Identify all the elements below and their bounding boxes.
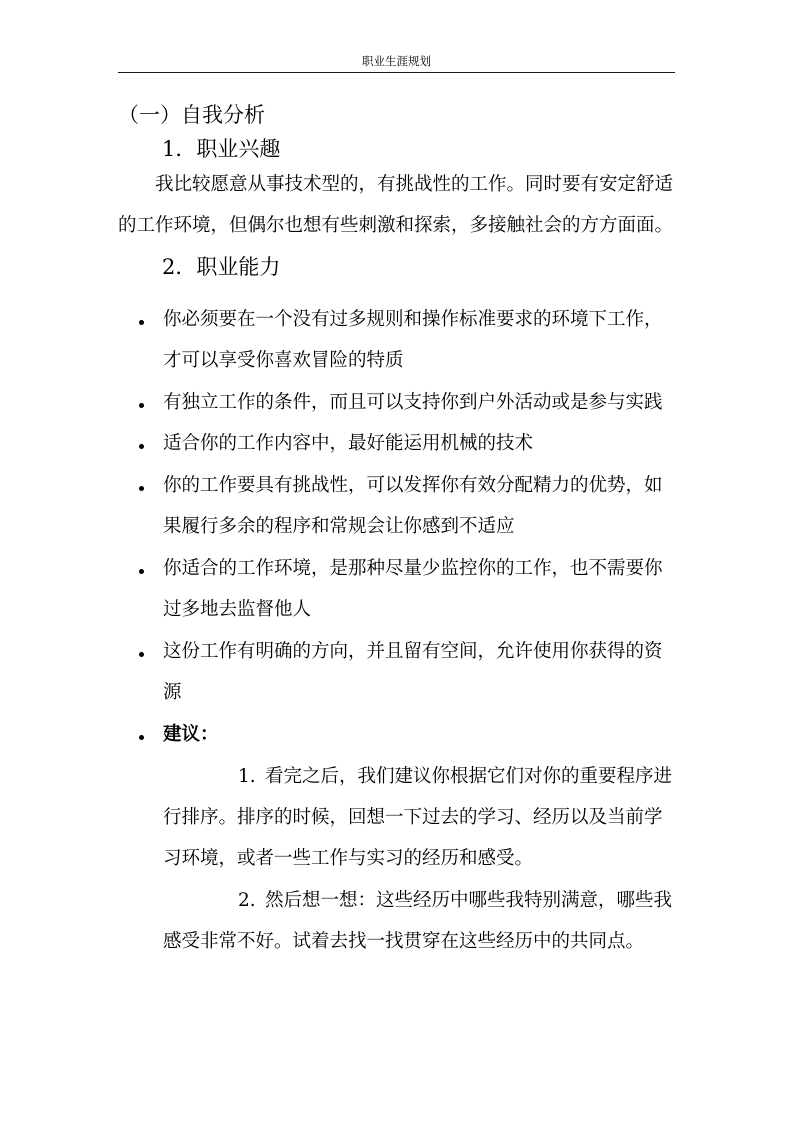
advice-line: 感受非常不好。试着去找一找贯穿在这些经历中的共同点。 bbox=[163, 931, 645, 952]
bullet-line: 源 bbox=[163, 682, 182, 703]
section-title: （一）自我分析 bbox=[118, 102, 265, 127]
bullet-line: 有独立工作的条件，而且可以支持你到户外活动或是参与实践 bbox=[163, 392, 663, 413]
header-title: 职业生涯规划 bbox=[362, 54, 431, 68]
advice-line: 习环境，或者一些工作与实习的经历和感受。 bbox=[163, 848, 534, 869]
bullet-dot-icon bbox=[139, 569, 144, 574]
paragraph-line: 我比较愿意从事技术型的，有挑战性的工作。同时要有安定舒适 bbox=[155, 174, 674, 195]
advice-label: 建议： bbox=[163, 724, 219, 745]
advice-number: 1. bbox=[238, 766, 256, 787]
bullet-dot-icon bbox=[139, 735, 144, 740]
bullet-line: 才可以享受你喜欢冒险的特质 bbox=[163, 350, 404, 371]
bullet-dot-icon bbox=[139, 403, 144, 408]
bullet-line: 这份工作有明确的方向，并且留有空间，允许使用你获得的资 bbox=[163, 641, 663, 662]
bullet-line: 果履行多余的程序和常规会让你感到不适应 bbox=[163, 516, 515, 537]
advice-line: 看完之后，我们建议你根据它们对你的重要程序进 bbox=[265, 766, 673, 787]
career-interest-heading: 1．职业兴趣 bbox=[162, 136, 281, 161]
bullet-dot-icon bbox=[139, 486, 144, 491]
bullet-line: 你必须要在一个没有过多规则和操作标准要求的环境下工作， bbox=[163, 309, 663, 330]
bullet-dot-icon bbox=[139, 444, 144, 449]
header-rule bbox=[118, 72, 675, 73]
bullet-dot-icon bbox=[139, 320, 144, 325]
bullet-line: 你的工作要具有挑战性，可以发挥你有效分配精力的优势，如 bbox=[163, 475, 663, 496]
paragraph-line: 的工作环境，但偶尔也想有些刺激和探索，多接触社会的方方面面。 bbox=[118, 215, 674, 236]
career-ability-heading: 2．职业能力 bbox=[162, 254, 281, 279]
bullet-line: 过多地去监督他人 bbox=[163, 599, 312, 620]
advice-number: 2. bbox=[238, 890, 256, 911]
bullet-dot-icon bbox=[139, 652, 144, 657]
bullet-line: 适合你的工作内容中，最好能运用机械的技术 bbox=[163, 433, 534, 454]
bullet-line: 你适合的工作环境，是那种尽量少监控你的工作，也不需要你 bbox=[163, 558, 663, 579]
advice-line: 行排序。排序的时候，回想一下过去的学习、经历以及当前学 bbox=[163, 807, 663, 828]
advice-line: 然后想一想：这些经历中哪些我特别满意，哪些我 bbox=[265, 890, 673, 911]
